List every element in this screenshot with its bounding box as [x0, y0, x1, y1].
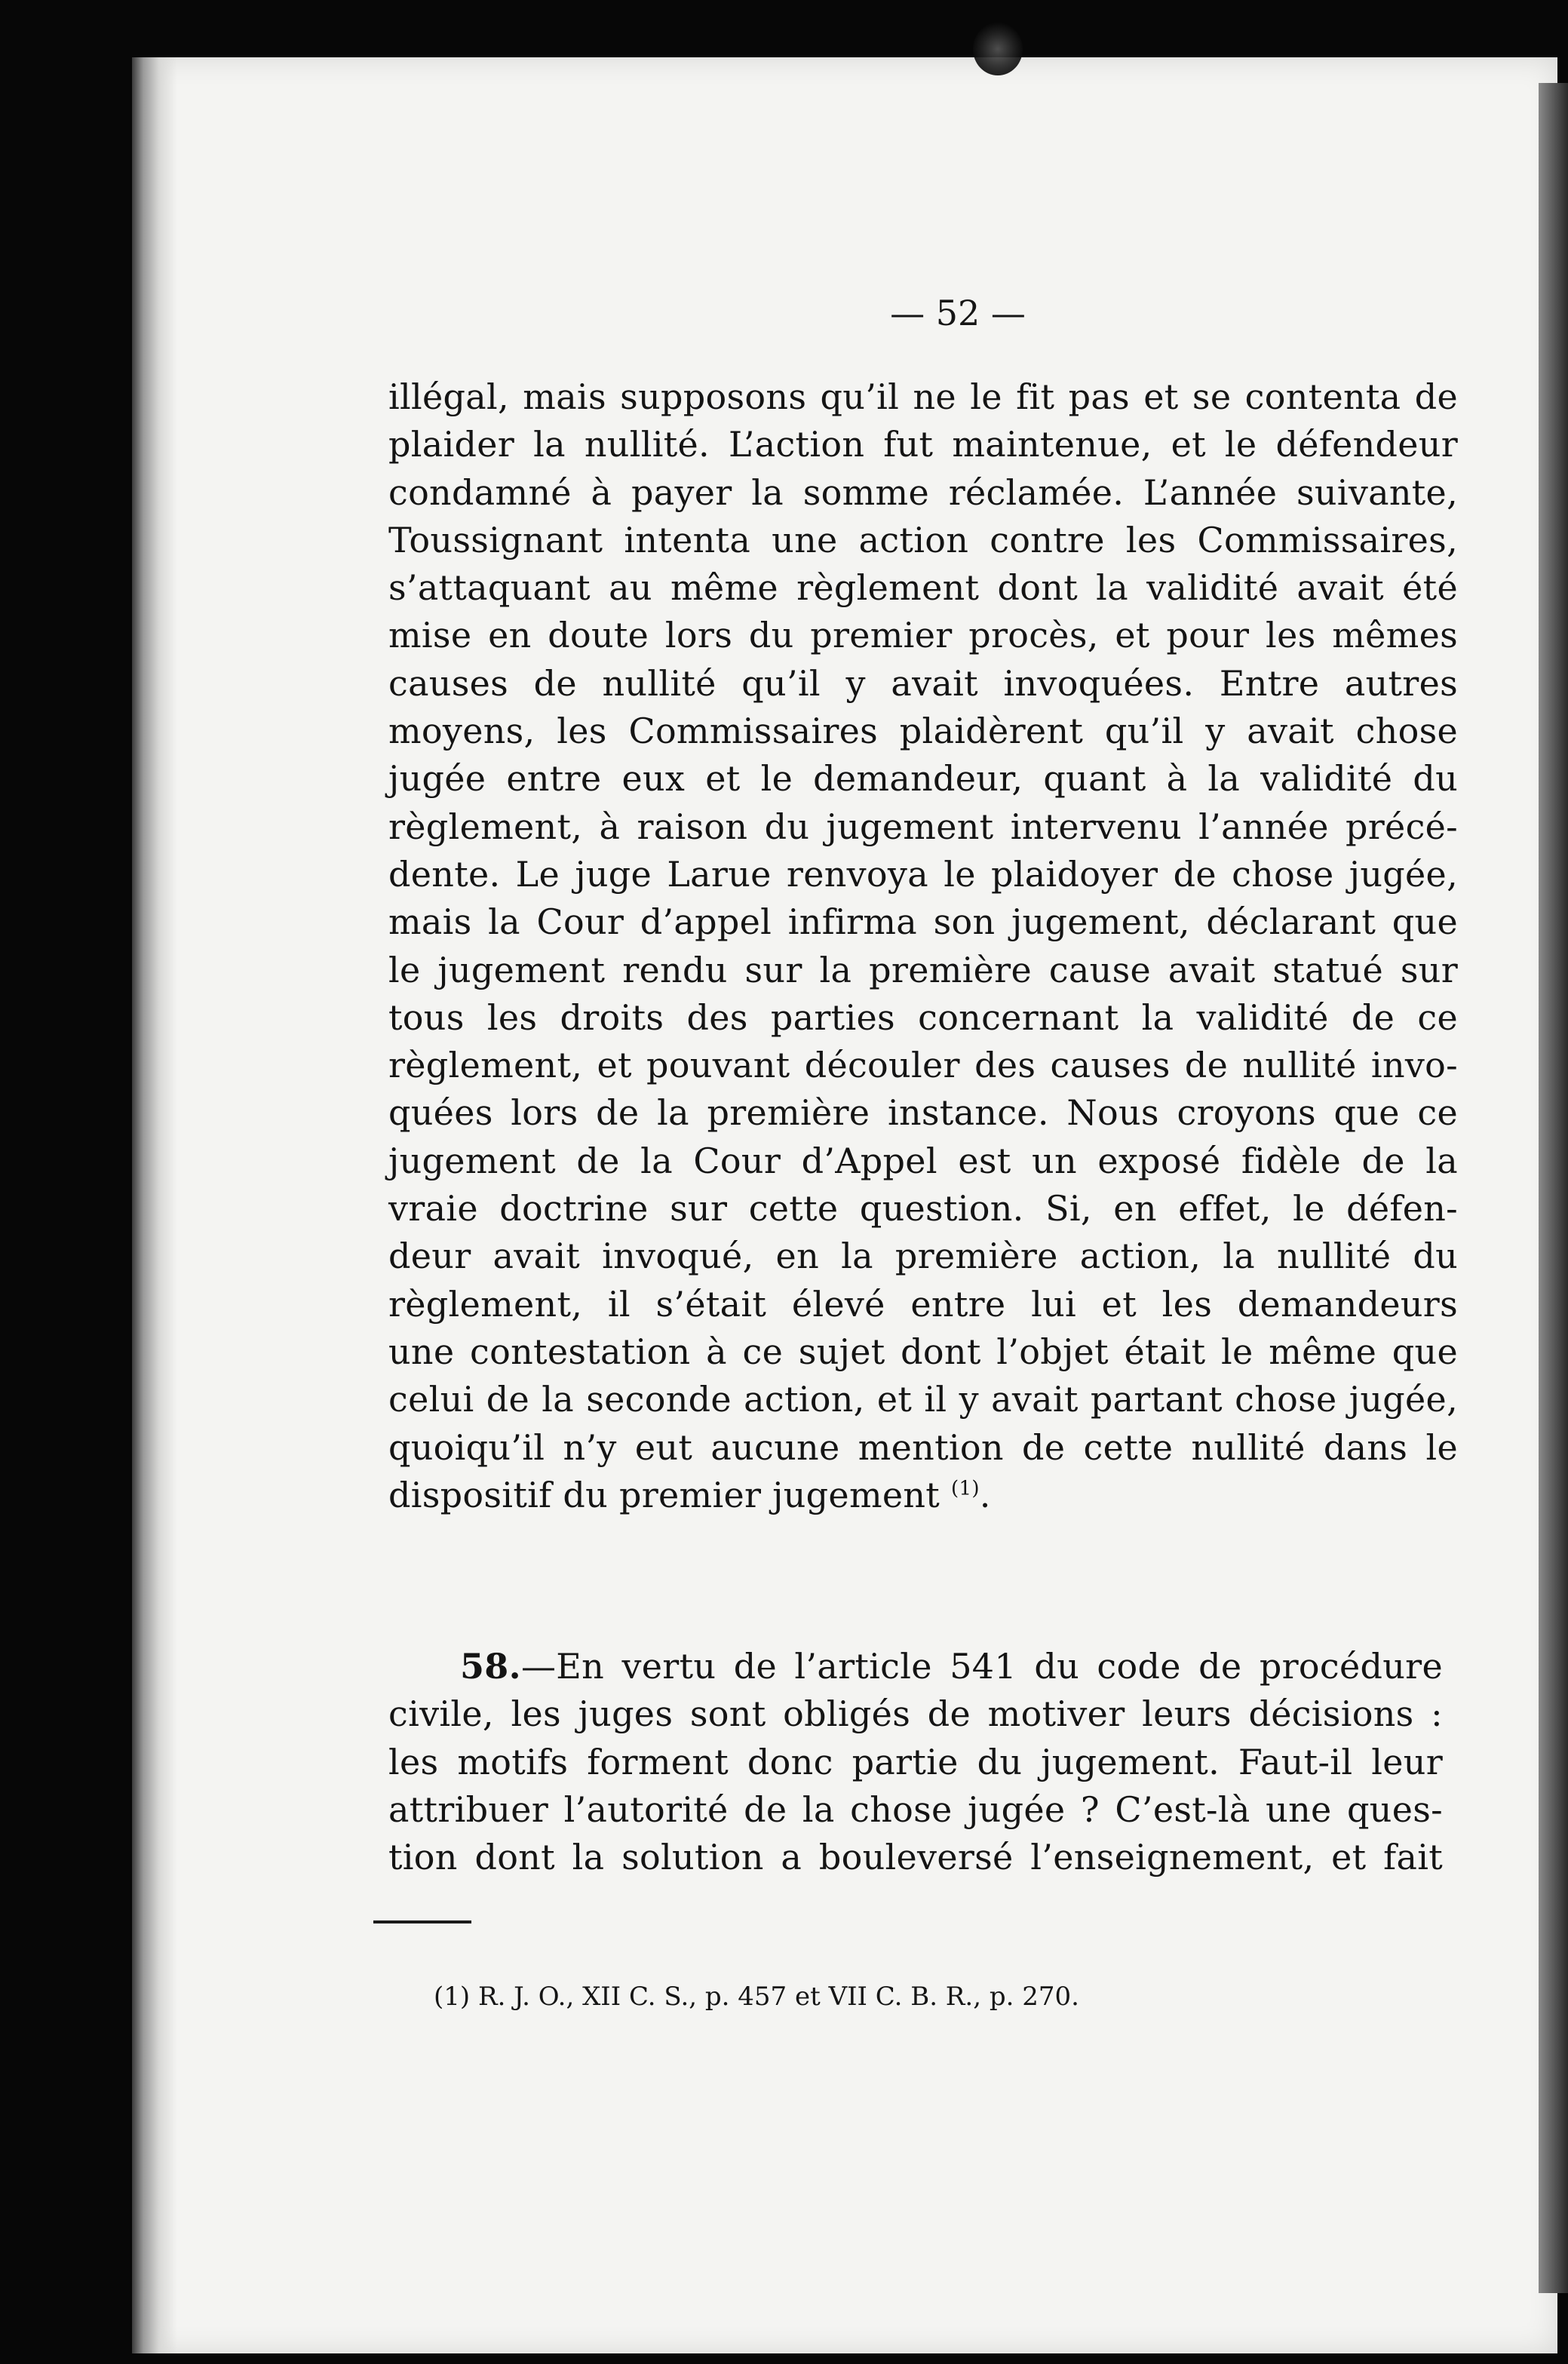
- first-line-rest: —En vertu de l’article 541 du code de procédure: [520, 1646, 1443, 1687]
- text-line: quoiqu’il n’y eut aucune mention de cette nullité dans le: [388, 1426, 1458, 1468]
- ink-blot-mark: [973, 23, 1023, 75]
- text-line: tous les droits des parties concernant la validité de ce: [388, 996, 1458, 1038]
- text-line: moyens, les Commissaires plaidèrent qu’il y avait chose: [388, 711, 1458, 752]
- text-line: règlement, à raison du jugement intervenu l’année précé-: [388, 806, 1458, 847]
- text-line: tion dont la solution a bouleversé l’enseignement, et fait: [388, 1837, 1443, 1878]
- text-line: règlement, il s’était élevé entre lui et les demandeurs: [388, 1283, 1458, 1325]
- text-line: plaider la nullité. L’action fut maintenue, et le défendeur: [388, 424, 1458, 465]
- text-line: s’attaquant au même règlement dont la validité avait été: [388, 567, 1458, 609]
- text-line: le jugement rendu sur la première cause avait statué sur: [388, 949, 1458, 990]
- text-line-last: [388, 1472, 1458, 1519]
- paragraph-2: [388, 1643, 1443, 1881]
- text-line: condamné à payer la somme réclamée. L’année suivante,: [388, 471, 1458, 513]
- text-line: attribuer l’autorité de la chose jugée ? C’est-là une ques-: [388, 1788, 1443, 1830]
- footnote: (1) R. J. O., XII C. S., p. 457 et VII C. B. R., p. 270.: [434, 1982, 1079, 2012]
- section-number: 58.: [460, 1646, 521, 1687]
- page-binding-shadow: [132, 57, 177, 2353]
- text-line: les motifs forment donc partie du jugement. Faut-il leur: [388, 1741, 1443, 1782]
- text-line: dente. Le juge Larue renvoya le plaidoyer de chose jugée,: [388, 853, 1458, 895]
- text-line: vraie doctrine sur cette question. Si, en effet, le défen-: [388, 1188, 1458, 1230]
- text-line: illégal, mais supposons qu’il ne le fit pas et se contenta de: [388, 376, 1458, 417]
- text-line: causes de nullité qu’il y avait invoquées. Entre autres: [388, 662, 1458, 704]
- text-line: jugement de la Cour d’Appel est un exposé fidèle de la: [388, 1140, 1458, 1181]
- page-right-edge: [1539, 83, 1568, 2293]
- paragraph-1: [388, 373, 1458, 1519]
- text-line: quées lors de la première instance. Nous croyons que ce: [388, 1092, 1458, 1134]
- text-line: jugée entre eux et le demandeur, quant à la validité du: [388, 758, 1458, 800]
- text-line: celui de la seconde action, et il y avait partant chose jugée,: [388, 1379, 1458, 1420]
- page-number: — 52 —: [890, 293, 1026, 333]
- last-line-text: dispositif du premier jugement: [388, 1474, 940, 1515]
- text-line: Toussignant intenta une action contre les Commissaires,: [388, 519, 1458, 560]
- footnote-rule: [373, 1920, 471, 1923]
- text-line: deur avait invoqué, en la première action, la nullité du: [388, 1236, 1458, 1277]
- text-line-first: [388, 1643, 1443, 1690]
- text-line: civile, les juges sont obligés de motiver leurs décisions :: [388, 1693, 1443, 1735]
- footnote-reference: (1): [951, 1477, 980, 1500]
- text-line: règlement, et pouvant découler des causes de nullité invo-: [388, 1045, 1458, 1086]
- text-line: mise en doute lors du premier procès, et pour les mêmes: [388, 615, 1458, 656]
- last-line-end: .: [979, 1474, 991, 1515]
- text-line: une contestation à ce sujet dont l’objet était le même que: [388, 1331, 1458, 1372]
- text-line: mais la Cour d’appel infirma son jugement, déclarant que: [388, 901, 1458, 943]
